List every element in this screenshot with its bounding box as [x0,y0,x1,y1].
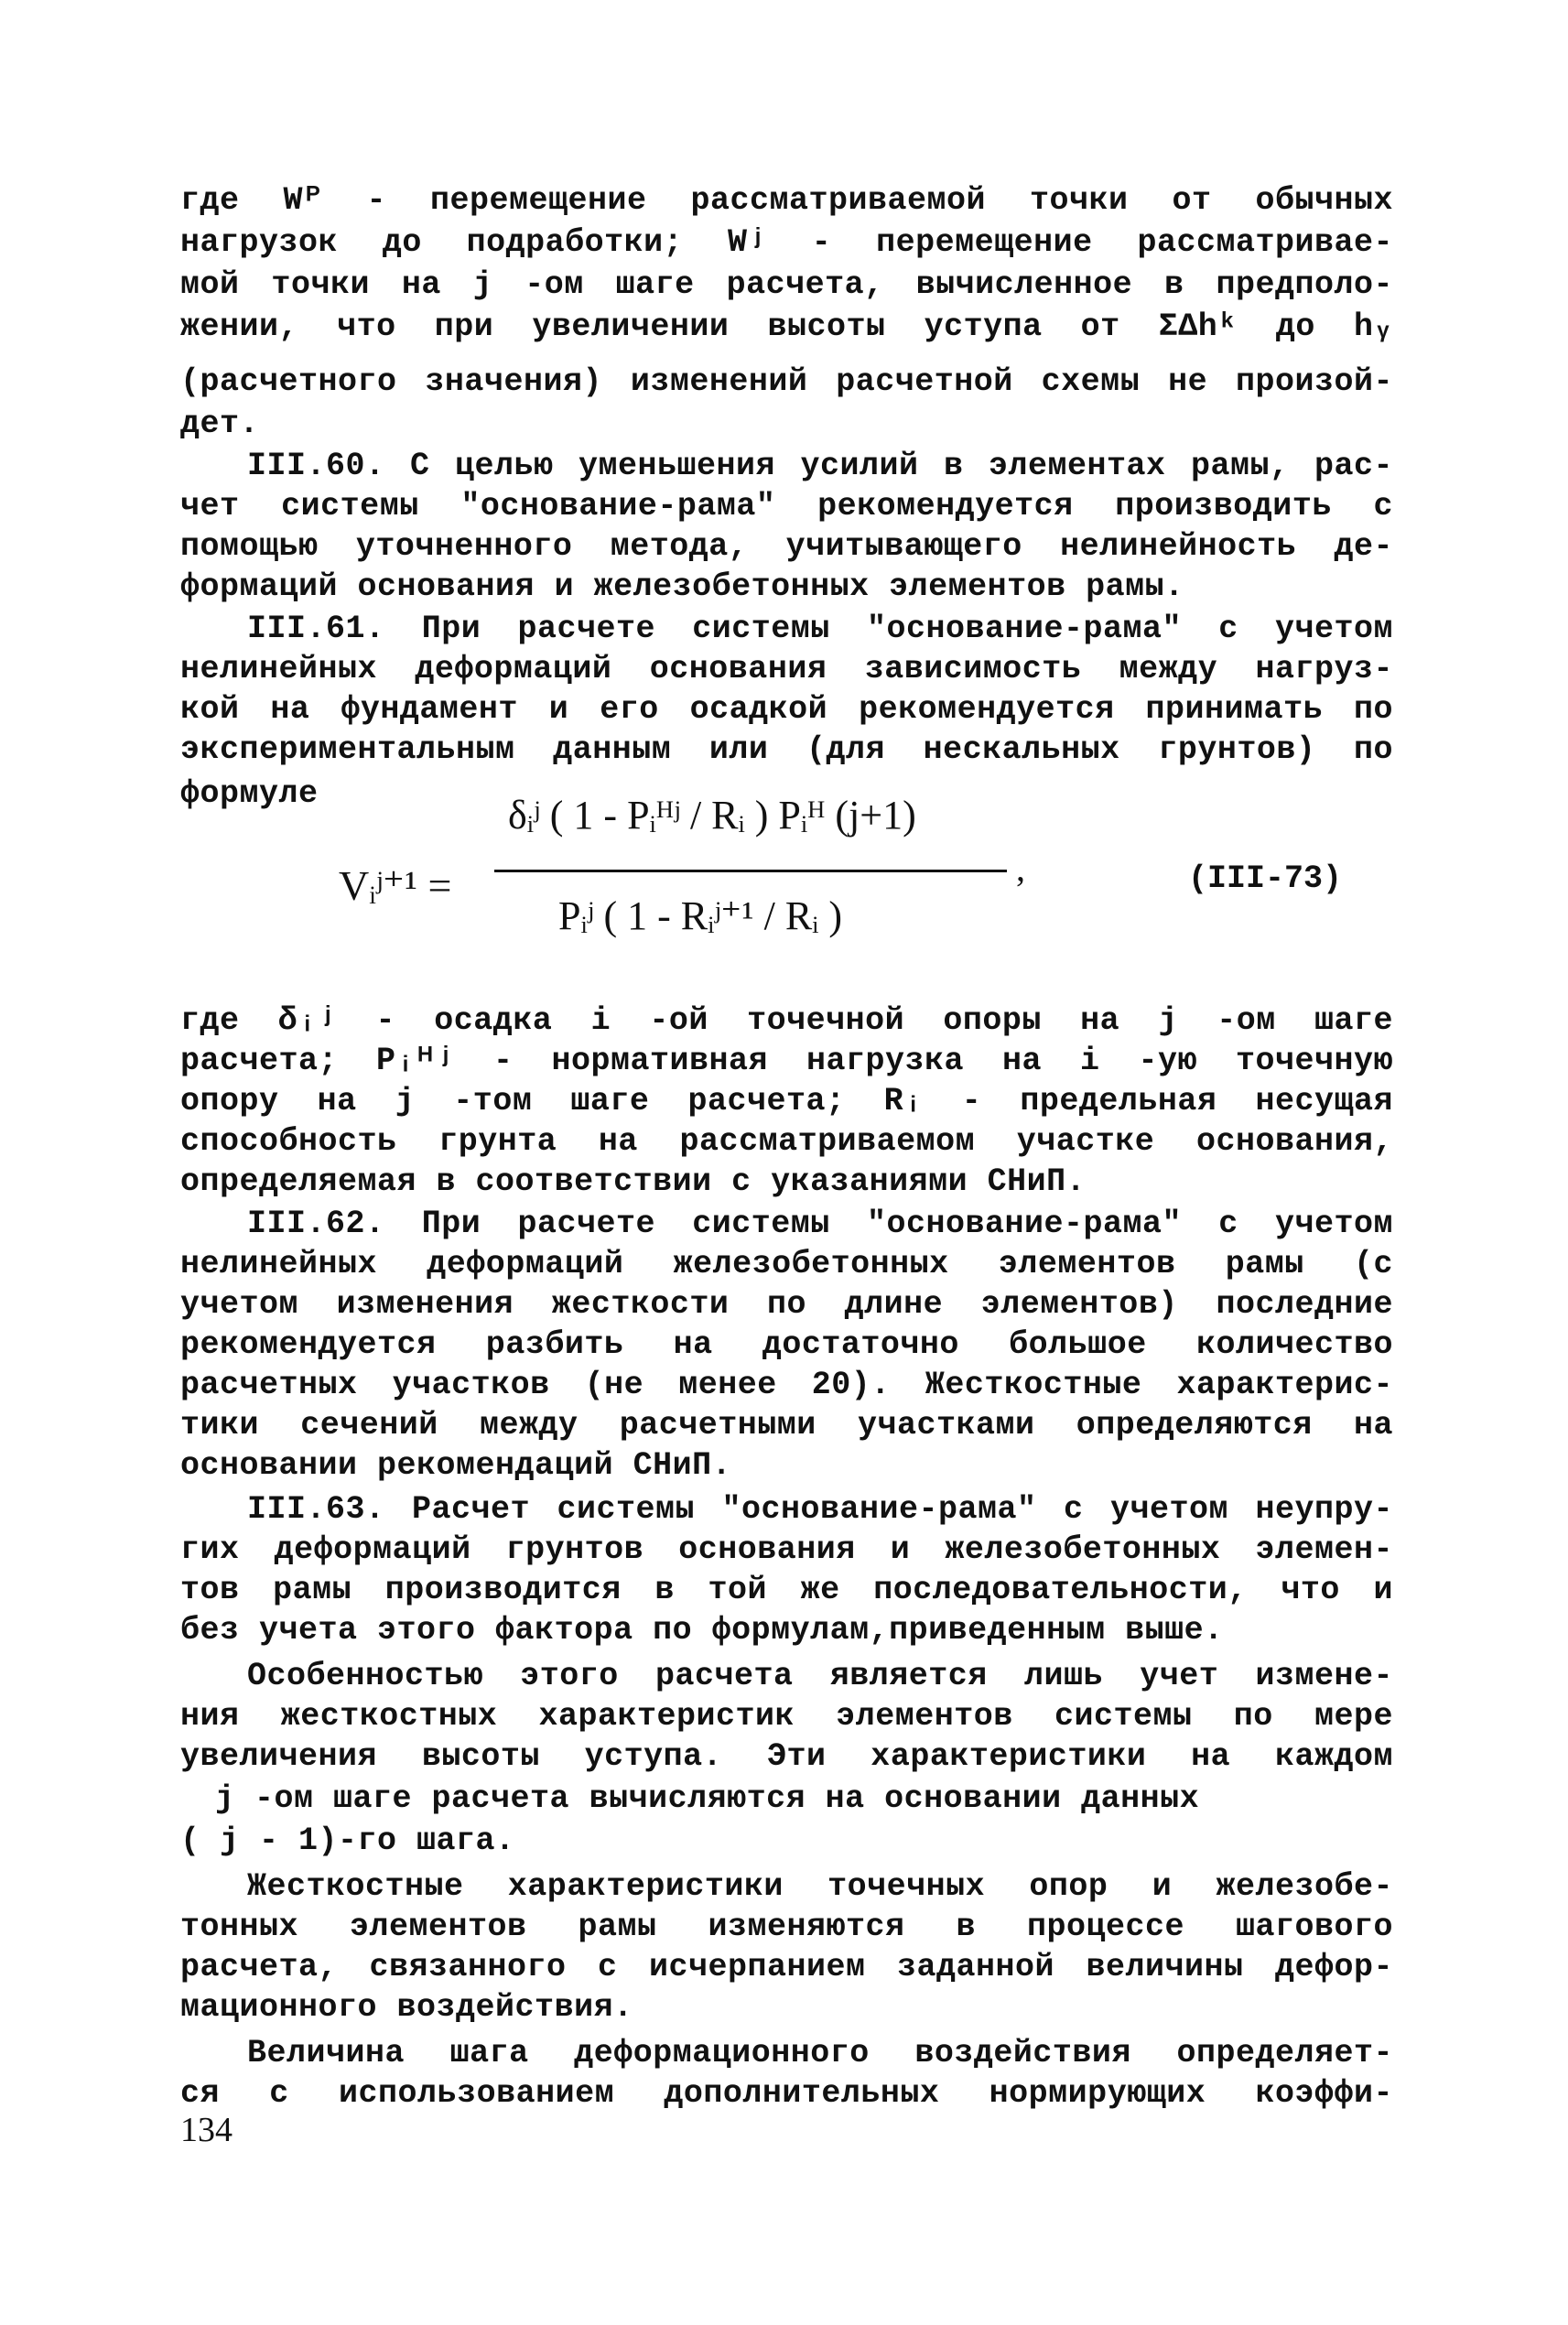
formula-comma: , [1016,848,1025,889]
text-line: расчетных участков (не менее 20). Жесткостные характерис- [180,1367,1393,1403]
formula-lhs: Vᵢʲ⁺¹ = [339,862,452,909]
text-line: чет системы "основание-рама" рекомендуется производить с [180,488,1393,524]
text-line: ния жесткостных характеристик элементов системы по мере [180,1698,1393,1735]
equation-number: (III-73) [1188,860,1343,897]
paragraph-first-line: Величина шага деформационного воздействия определяет- [247,2035,1393,2071]
text-line: мационного воздействия. [180,1989,633,2026]
text-line: рекомендуется разбить на достаточно большое количество [180,1326,1393,1363]
paragraph-first-line: Особенностью этого расчета является лишь учет измене- [247,1658,1393,1694]
text-line: жении, что при увеличении высоты уступа от ΣΔhᵏ до hᵧ [180,308,1393,345]
text-line: экспериментальным данным или (для нескальных грунтов) по [180,731,1393,768]
paragraph-first-line: III.61. При расчете системы "основание-рама" с учетом [247,611,1393,647]
text-line: тов рамы производится в той же последовательности, что и [180,1572,1393,1608]
text-line: где δᵢʲ - осадка i -ой точечной опоры на j -ом шаге [180,1002,1393,1039]
paragraph-first-line: III.63. Расчет системы "основание-рама" с учетом неупру- [247,1491,1393,1528]
text-line: опору на j -том шаге расчета; Rᵢ - предельная несущая [180,1083,1393,1119]
formula-iii-73 [311,783,1410,1011]
text-line: где Wᴾ - перемещение рассматриваемой точки от обычных [180,182,1393,219]
text-line: помощью уточненного метода, учитывающего нелинейность де- [180,528,1393,565]
paragraph-first-line: III.60. С целью уменьшения усилий в элементах рамы, рас- [247,448,1393,484]
text-line: нелинейных деформаций основания зависимость между нагруз- [180,651,1393,687]
fraction-bar [494,870,1007,872]
text-line: ( j - 1)-го шага. [180,1822,515,1859]
text-line: формуле [180,775,319,812]
text-line: (расчетного значения) изменений расчетной схемы не произой- [180,363,1393,400]
text-line: формаций основания и железобетонных элементов рамы. [180,568,1184,605]
paragraph-first-line: III.62. При расчете системы "основание-рама" с учетом [247,1206,1393,1242]
text-line: расчета, связанного с исчерпанием заданной величины дефор- [180,1949,1393,1985]
text-line: тонных элементов рамы изменяются в процессе шагового [180,1909,1393,1945]
text-line: мой точки на j -ом шаге расчета, вычисленное в предполо- [180,266,1393,303]
text-line: j -ом шаге расчета вычисляются на основании данных [215,1780,1200,1817]
page-number: 134 [180,2111,232,2149]
text-line: кой на фундамент и его осадкой рекомендуется принимать по [180,691,1393,728]
text-line: ся с использованием дополнительных нормирующих коэффи- [180,2075,1393,2112]
formula-denominator: Pᵢʲ ( 1 - Rᵢʲ⁺¹ / Rᵢ ) [558,893,843,938]
text-line: основании рекомендаций СНиП. [180,1447,732,1484]
formula-numerator: δᵢʲ ( 1 - Pᵢᴴʲ / Rᵢ ) Pᵢᴴ (j+1) [508,793,916,838]
text-line: увеличения высоты уступа. Эти характеристики на каждом [180,1738,1393,1775]
text-line: определяемая в соответствии с указаниями СНиП. [180,1163,1087,1200]
text-line: расчета; Pᵢᴴʲ - нормативная нагрузка на i -ую точечную [180,1043,1393,1079]
text-line: тики сечений между расчетными участками определяются на [180,1407,1393,1444]
text-line: учетом изменения жесткости по длине элементов) последние [180,1286,1393,1323]
paragraph-first-line: Жесткостные характеристики точечных опор и железобе- [247,1868,1393,1905]
text-line: без учета этого фактора по формулам,приведенным выше. [180,1612,1224,1649]
text-line: дет. [180,406,260,442]
text-line: способность грунта на рассматриваемом участке основания, [180,1123,1393,1160]
text-line: гих деформаций грунтов основания и железобетонных элемен- [180,1531,1393,1568]
text-line: нелинейных деформаций железобетонных элементов рамы (с [180,1246,1393,1282]
text-line: нагрузок до подработки; Wʲ - перемещение рассматривае- [180,224,1393,261]
